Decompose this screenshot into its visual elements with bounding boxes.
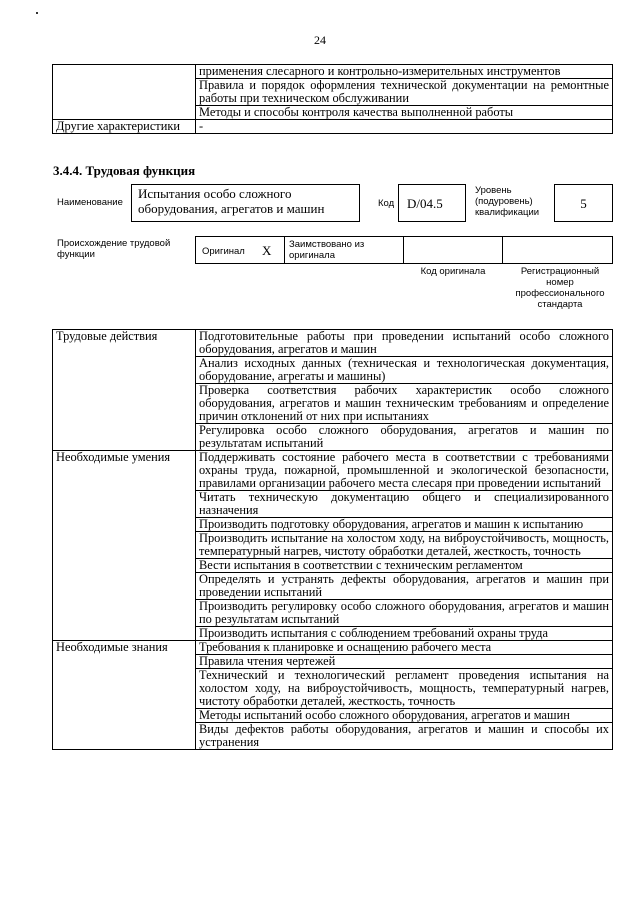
main-table bbox=[52, 329, 613, 750]
scan-speck bbox=[36, 12, 38, 14]
table-cell: Анализ исходных данных (техническая и технологическая документация, оборудование, агрегаты и машины) bbox=[196, 357, 613, 384]
table-cell: Производить испытания с соблюдением требований охраны труда bbox=[196, 627, 613, 641]
table-row bbox=[53, 65, 613, 79]
table-row bbox=[53, 451, 613, 491]
origin-divider bbox=[403, 237, 404, 263]
code-label: Код bbox=[378, 198, 395, 209]
top-table-cell: Правила и порядок оформления технической документации на ремонтные работы при техническом обслуживании bbox=[196, 79, 613, 106]
table-cell: Производить подготовку оборудования, агрегатов и машин к испытанию bbox=[196, 518, 613, 532]
table-cell: Определять и устранять дефекты оборудования, агрегатов и машин при проведении испытаний bbox=[196, 573, 613, 600]
table-cell: Поддерживать состояние рабочего места в соответствии с требованиями охраны труда, пожарной, промышленной и экологической безопасности, правилами организации рабочего места слесаря при проведении испытаний bbox=[196, 451, 613, 491]
origin-label: Происхождение трудовой функции bbox=[57, 238, 171, 260]
original-mark: X bbox=[262, 243, 272, 258]
section-title-actions: Трудовые действия bbox=[53, 330, 196, 451]
borrowed-label: Заимствовано из оригинала bbox=[289, 239, 365, 261]
table-cell: Технический и технологический регламент проведения испытания на холостом ходу, на виброустойчивость, мощность, температурный нагрев, чистоту обработки деталей, жесткость, точность bbox=[196, 669, 613, 709]
table-cell: Регулировка особо сложного оборудования, агрегатов и машин по результатам испытаний bbox=[196, 424, 613, 451]
page-number: 24 bbox=[314, 33, 326, 47]
table-row bbox=[53, 330, 613, 357]
code-value: D/04.5 bbox=[398, 184, 466, 222]
origin-divider bbox=[502, 237, 503, 263]
other-characteristics-label: Другие характеристики bbox=[53, 120, 196, 134]
origin-divider bbox=[284, 237, 285, 263]
table-cell: Производить испытание на холостом ходу, на виброустойчивость, мощность, температурный нагрев, чистоту обработки деталей, жесткость, точность bbox=[196, 532, 613, 559]
table-cell: Требования к планировке и оснащению рабочего места bbox=[196, 641, 613, 655]
top-table-left-cell bbox=[53, 65, 196, 120]
level-value: 5 bbox=[554, 184, 613, 222]
other-characteristics-value: - bbox=[196, 120, 613, 134]
section-title-knowledge: Необходимые знания bbox=[53, 641, 196, 750]
table-row bbox=[53, 120, 613, 134]
table-cell: Вести испытания в соответствии с техническим регламентом bbox=[196, 559, 613, 573]
table-cell: Методы испытаний особо сложного оборудования, агрегатов и машин bbox=[196, 709, 613, 723]
top-table-cell: применения слесарного и контрольно-измерительных инструментов bbox=[196, 65, 613, 79]
table-cell: Читать техническую документацию общего и специализированного назначения bbox=[196, 491, 613, 518]
top-table bbox=[52, 64, 613, 134]
original-label: Оригинал bbox=[202, 246, 245, 257]
section-heading: 3.4.4. Трудовая функция bbox=[53, 163, 196, 178]
table-cell: Подготовительные работы при проведении испытаний особо сложного оборудования, агрегатов и машин bbox=[196, 330, 613, 357]
table-cell: Производить регулировку особо сложного оборудования, агрегатов и машин по результатам испытаний bbox=[196, 600, 613, 627]
section-title-skills: Необходимые умения bbox=[53, 451, 196, 641]
code-original-caption: Код оригинала bbox=[420, 266, 486, 277]
top-table-cell: Методы и способы контроля качества выполненной работы bbox=[196, 106, 613, 120]
table-cell: Виды дефектов работы оборудования, агрегатов и машин и способы их устранения bbox=[196, 723, 613, 750]
table-row bbox=[53, 641, 613, 655]
reg-number-caption: Регистрационный номер профессионального стандарта bbox=[515, 266, 605, 310]
name-value: Испытания особо сложного оборудования, агрегатов и машин bbox=[131, 184, 360, 222]
level-label: Уровень (подуровень) квалификации bbox=[475, 185, 540, 218]
table-cell: Проверка соответствия рабочих характеристик особо сложного оборудования, агрегатов и машин техническим требованиям и определение причин отклонений от них при испытаниях bbox=[196, 384, 613, 424]
origin-box bbox=[195, 236, 613, 264]
name-label: Наименование bbox=[57, 197, 123, 208]
table-cell: Правила чтения чертежей bbox=[196, 655, 613, 669]
